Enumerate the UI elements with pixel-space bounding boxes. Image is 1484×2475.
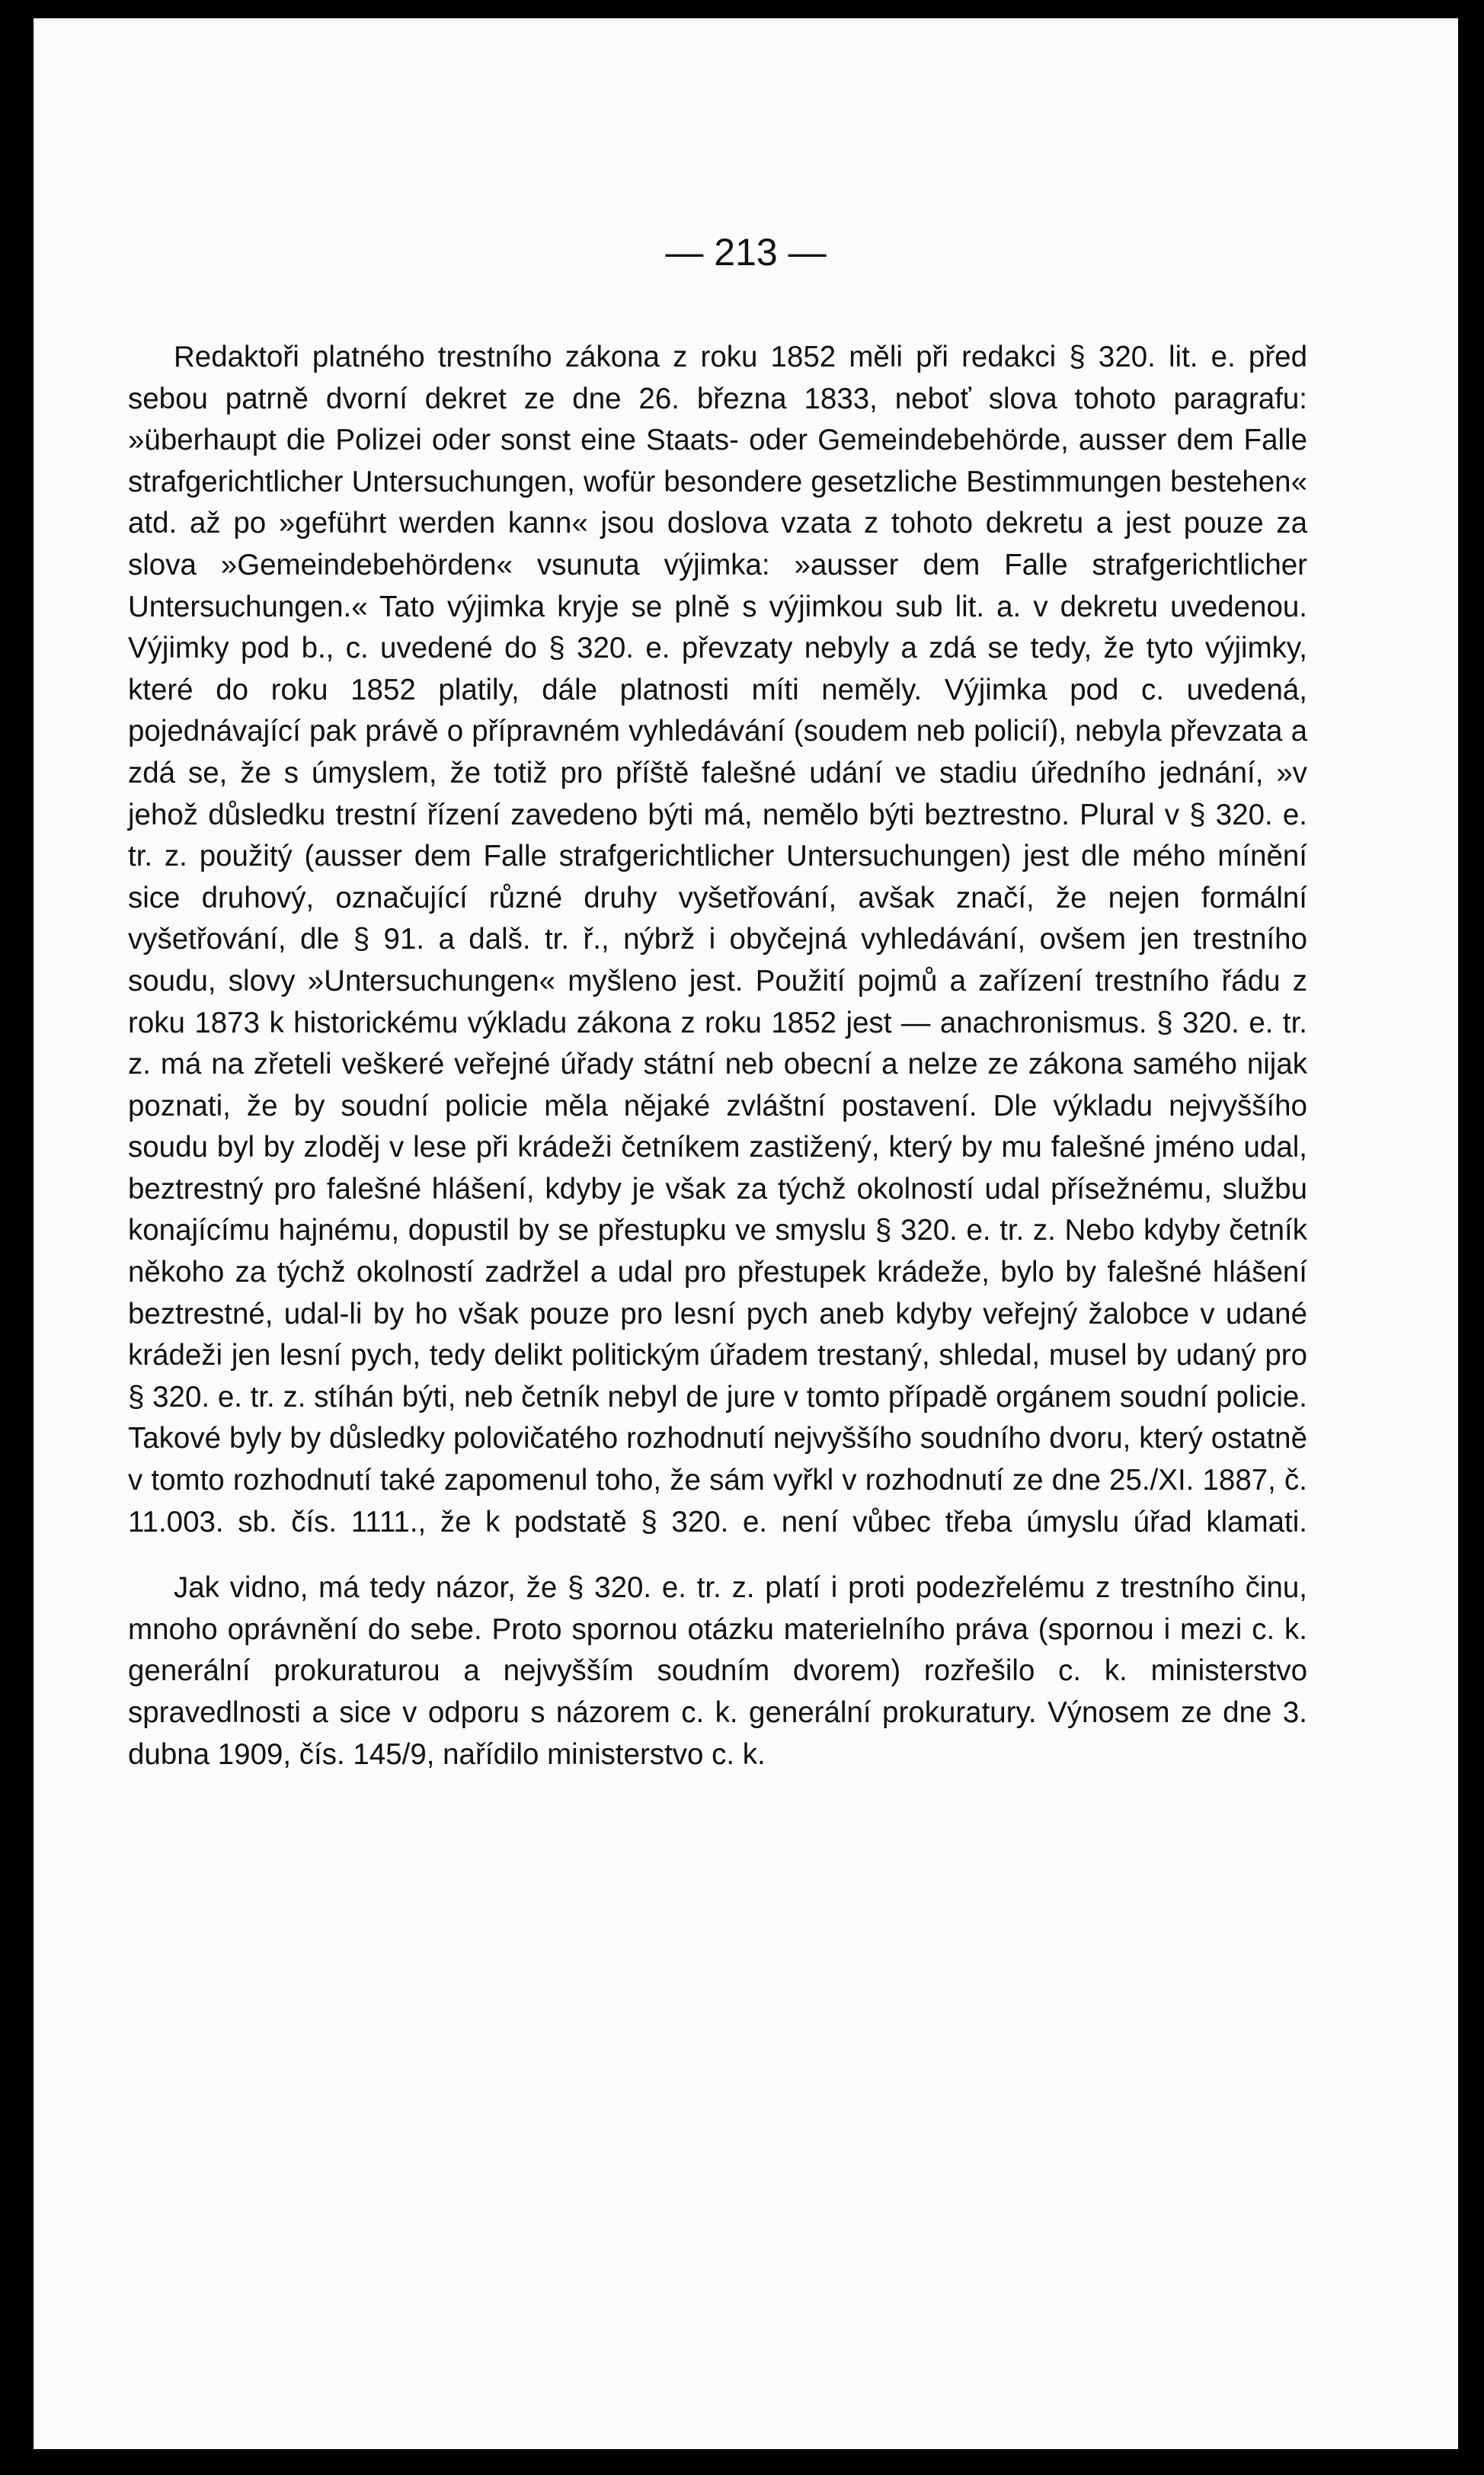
book-page — [34, 18, 1458, 2449]
page-number: — 213 — — [665, 231, 827, 274]
paragraph-1: Redaktoři platného trestního zákona z roku 1852 měli při redakci § 320. lit. e. před sebou patrně dvorní dekret ze dne 26. března 1833, neboť slova tohoto paragrafu: »überhaupt die Polizei oder sonst eine Staats- oder Gemeindebehörde, ausser dem Falle strafgerichtlicher Untersuchungen, wofür besondere gesetzliche Bestimmungen bestehen« atd. až po »geführt werden kann« jsou doslova vzata z tohoto dekretu a jest pouze za slova »Gemeindebehörden« vsunuta výjimka: »ausser dem Falle strafgerichtlicher Untersuchungen.« Tato výjimka kryje se plně s výjimkou sub lit. a. v dekretu uvedenou. Výjimky pod b., c. uvedené do § 320. e. převzaty nebyly a zdá se tedy, že tyto výjimky, které do roku 1852 platily, dále platnosti míti neměly. Výjimka pod c. uvedená, pojednávající pak právě o přípravném vyhledávání (soudem neb policií), nebyla převzata a zdá se, že s úmyslem, že totiž pro příště falešné udání ve stadiu úředního jednání, »v jehož důsledku trestní řízení zavedeno býti má, nemělo býti beztrestno. Plural v § 320. e. tr. z. použitý (ausser dem Falle strafgerichtlicher Untersuchungen) jest dle mého mínění sice druhový, označující různé druhy vyšetřování, avšak značí, že nejen formální vyšetřování, dle § 91. a dalš. tr. ř., nýbrž i obyčejná vyhledávání, ovšem jen trestního soudu, slovy »Untersuchungen« myšleno jest. Použití pojmů a zařízení trestního řádu z roku 1873 k historickému výkladu zákona z roku 1852 jest — anachronismus. § 320. e. tr. z. má na zřeteli veškeré veřejné úřady státní neb obecní a nelze ze zákona samého nijak poznati, že by soudní policie měla nějaké zvláštní postavení. Dle výkladu nejvyššího soudu byl by zloděj v lese při krádeži četníkem zastižený, který by mu falešné jméno udal, beztrestný pro falešné hlášení, kdyby je však za týchž okolností udal přísežnému, službu konajícímu hajnému, dopustil by se přestupku ve smyslu § 320. e. tr. z. Nebo kdyby četník někoho za týchž okolností zadržel a udal pro přestupek krádeže, bylo by falešné hlášení beztrestné, udal-li by ho však pouze pro lesní pych aneb kdyby veřejný žalobce v udané krádeži jen lesní pych, tedy delikt politickým úřadem trestaný, shledal, musel by udaný pro § 320. e. tr. z. stíhán býti, neb četník nebyl de jure v tomto případě orgánem soudní policie. Takové byly by důsledky polovičatého rozhodnutí nejvyššího soudního dvoru, který ostatně v tomto rozhodnutí také zapomenul toho, že sám vyřkl v rozhodnutí ze dne 25./XI. 1887, č. 11.003. sb. čís. 1111., že k podstatě § 320. e. není vůbec třeba úmyslu úřad klamati. — [128, 341, 1307, 1538]
paragraph-2: Jak vidno, má tedy názor, že § 320. e. tr. z. platí i proti podezřelému z trestního činu, mnoho oprávnění do sebe. Proto spornou otázku materielního práva (spornou i mezi c. k. generální prokuraturou a nejvyšším soudním dvorem) rozřešilo c. k. ministerstvo spravedlnosti a sice v odporu s názorem c. k. generální prokuratury. Výnosem ze dne 3. dubna 1909, čís. 145/9, nařídilo ministerstvo c. k. — [128, 1571, 1307, 1771]
body-text — [128, 337, 1307, 1775]
